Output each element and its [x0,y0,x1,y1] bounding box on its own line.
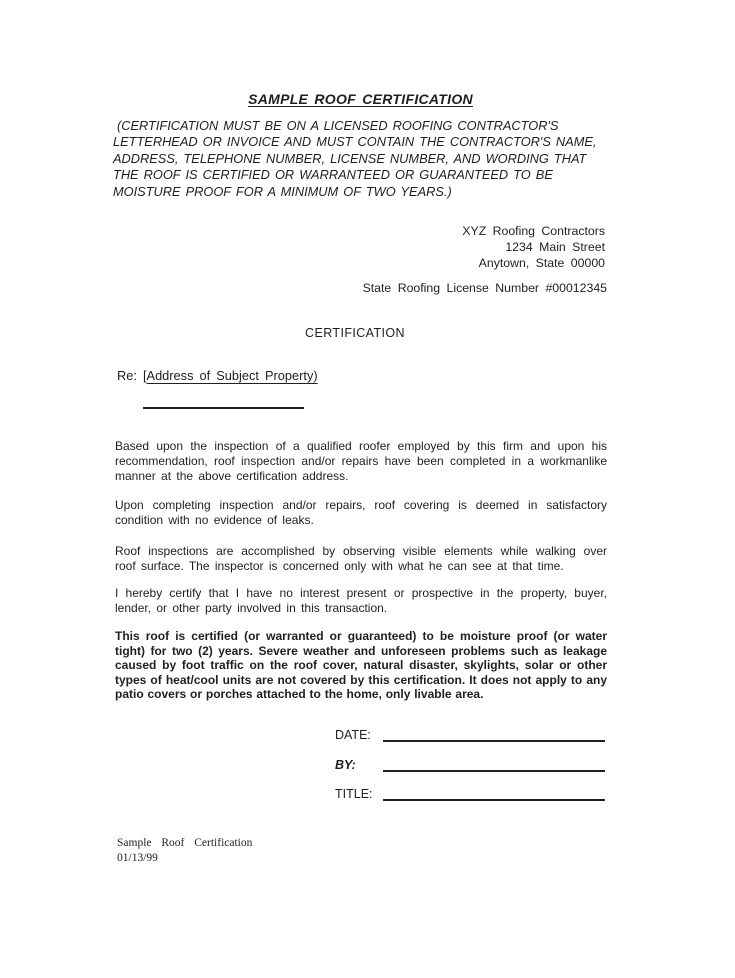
re-label: Re: [ [117,368,147,383]
re-subject-line [117,368,318,383]
blank-fill-in-line [143,407,304,409]
certification-heading: CERTIFICATION [305,326,405,340]
title-label: TITLE: [335,787,373,801]
document-footer [117,836,252,865]
signature-row-by [335,756,605,772]
body-paragraph: I hereby certify that I have no interest present or prospective in the property, buyer, lender, or other party involved in this transaction. [115,586,607,615]
instructions-note: (CERTIFICATION MUST BE ON A LICENSED ROOFING CONTRACTOR'S LETTERHEAD OR INVOICE AND MUST CONTAIN THE CONTRACTOR'S NAME, ADDRESS, TELEPHONE NUMBER, LICENSE NUMBER, AND WORDING THAT THE ROOF IS CERTIFIED OR WARRANTEED OR GUARANTEED TO BE MOISTURE PROOF FOR A MINIMUM OF TWO YEARS.) [113,118,597,199]
contractor-name: XYZ Roofing Contractors [462,224,605,238]
by-fill-in-line [383,754,605,772]
contractor-street: 1234 Main Street [505,239,605,254]
footer-doc-date: 01/13/99 [117,851,158,864]
signature-row-date [335,726,605,742]
contractor-address-block [462,224,605,272]
signature-row-title [335,785,605,801]
body-paragraph: Based upon the inspection of a qualified roofer employed by this firm and upon his recommendation, roof inspection and/or repairs have been completed in a workmanlike manner at the above certification address. [115,439,607,483]
re-subject-value: Address of Subject Property) [146,368,318,383]
page-title: SAMPLE ROOF CERTIFICATION [248,91,473,107]
footer-doc-name: Sample Roof Certification [117,837,253,849]
title-fill-in-line [383,783,605,801]
license-number-line: State Roofing License Number #00012345 [362,281,607,295]
by-label: BY: [335,758,356,772]
body-paragraph: Upon completing inspection and/or repairs, roof covering is deemed in satisfactory condition with no evidence of leaks. [115,498,607,527]
body-paragraph: Roof inspections are accomplished by observing visible elements while walking over roof surface. The inspector is concerned only with what he can see at that time. [115,544,607,573]
contractor-city-state: Anytown, State 00000 [478,255,605,270]
date-label: DATE: [335,728,371,742]
date-fill-in-line [383,724,605,742]
certification-terms-paragraph: This roof is certified (or warranted or guaranteed) to be moisture proof (or water tight) for two (2) years. Severe weather and unforeseen problems such as leakage caused by foot traffic on the roof cover, natural disaster, skylights, solar or other types of heat/cool units are not covered by this certification. It does not apply to any patio covers or porches attached to the home, only livable area. [115,629,607,702]
